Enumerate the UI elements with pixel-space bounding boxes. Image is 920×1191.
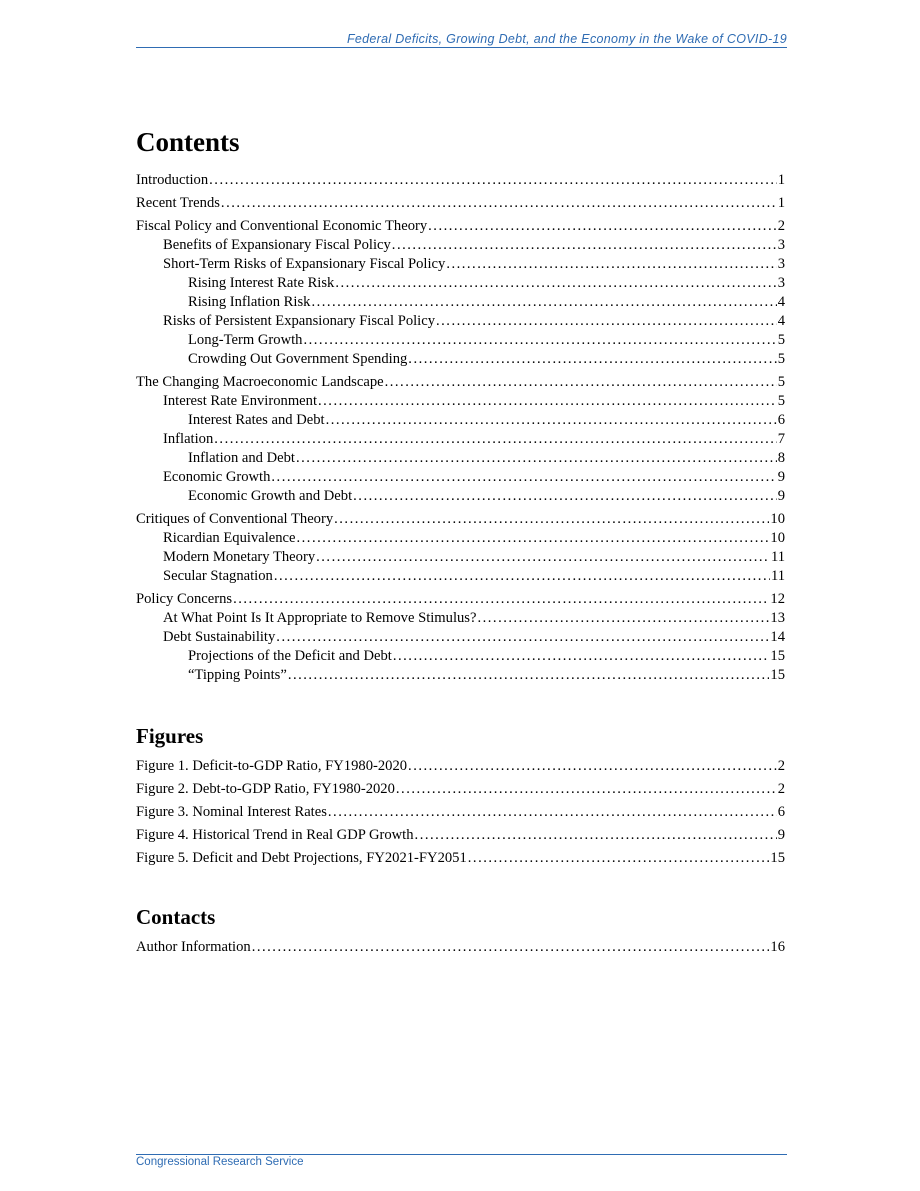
- toc-entry-title: Projections of the Deficit and Debt: [188, 648, 392, 664]
- toc-entry-title: Economic Growth and Debt: [188, 488, 353, 504]
- toc-entry-title: Secular Stagnation: [163, 568, 273, 584]
- dot-leader: [221, 194, 777, 213]
- figures-heading: Figures: [136, 724, 204, 748]
- dot-leader: [446, 255, 776, 274]
- toc-entry-title: Economic Growth: [163, 469, 271, 485]
- toc-entry[interactable]: [136, 548, 785, 567]
- toc-entry-title: Policy Concerns: [136, 591, 233, 607]
- toc-entry-title: Inflation: [163, 431, 214, 447]
- dot-leader: [233, 590, 769, 609]
- toc-entry[interactable]: [136, 430, 785, 449]
- toc-entry[interactable]: [136, 255, 785, 274]
- toc-entry-page: 1: [777, 195, 785, 211]
- toc-entry-page: 5: [777, 393, 785, 409]
- toc-entry-page: 11: [770, 549, 785, 565]
- toc-entry[interactable]: [136, 411, 785, 430]
- toc-entry-page: 1: [777, 172, 785, 188]
- dot-leader: [318, 392, 777, 411]
- toc-entry-page: 14: [770, 629, 785, 645]
- dot-leader: [288, 666, 770, 685]
- toc-entry[interactable]: [136, 236, 785, 255]
- toc-entry-title: Figure 3. Nominal Interest Rates: [136, 804, 327, 820]
- toc-entry-page: 3: [777, 237, 785, 253]
- toc-entry-title: Risks of Persistent Expansionary Fiscal Policy: [163, 313, 435, 329]
- dot-leader: [326, 411, 777, 430]
- toc-entry-title: Author Information: [136, 939, 251, 955]
- toc-entry[interactable]: [136, 590, 785, 609]
- figures-section: [136, 723, 785, 868]
- toc-entry-page: 4: [777, 313, 785, 329]
- toc-entry[interactable]: [136, 331, 785, 350]
- toc-entry-page: 5: [777, 374, 785, 390]
- toc-entry[interactable]: [136, 217, 785, 236]
- toc-entry[interactable]: [136, 274, 785, 293]
- toc-entry-page: 9: [777, 469, 785, 485]
- dot-leader: [335, 274, 776, 293]
- toc-entry-page: 10: [770, 511, 785, 527]
- toc-entry-page: 15: [770, 667, 785, 683]
- toc-entry[interactable]: [136, 757, 785, 776]
- toc-entry[interactable]: [136, 373, 785, 392]
- toc-entry-title: At What Point Is It Appropriate to Remove Stimulus?: [163, 610, 477, 626]
- toc-entry-page: 16: [770, 939, 785, 955]
- toc-entry-title: Figure 4. Historical Trend in Real GDP Growth: [136, 827, 414, 843]
- toc-entry-title: Inflation and Debt: [188, 450, 295, 466]
- dot-leader: [209, 171, 777, 190]
- running-header: Federal Deficits, Growing Debt, and the Economy in the Wake of COVID-19: [346, 32, 787, 46]
- dot-leader: [271, 468, 776, 487]
- toc-entry[interactable]: [136, 780, 785, 799]
- toc-entry-page: 9: [777, 488, 785, 504]
- dot-leader: [415, 826, 777, 845]
- toc-entry-title: Rising Inflation Risk: [188, 294, 311, 310]
- dot-leader: [392, 236, 777, 255]
- dot-leader: [311, 293, 776, 312]
- toc-entry-page: 3: [777, 256, 785, 272]
- toc-entry-title: Rising Interest Rate Risk: [188, 275, 335, 291]
- dot-leader: [274, 567, 770, 586]
- toc-entry[interactable]: [136, 666, 785, 685]
- toc-entry-page: 12: [770, 591, 785, 607]
- toc-entry[interactable]: [136, 529, 785, 548]
- toc-entry-title: Benefits of Expansionary Fiscal Policy: [163, 237, 391, 253]
- toc-entry-title: Modern Monetary Theory: [163, 549, 316, 565]
- toc-entry-title: The Changing Macroeconomic Landscape: [136, 374, 384, 390]
- contacts-list: [136, 938, 785, 957]
- dot-leader: [353, 487, 777, 506]
- dot-leader: [334, 510, 769, 529]
- dot-leader: [393, 647, 770, 666]
- toc-entry-page: 6: [777, 804, 785, 820]
- toc-entry-title: Recent Trends: [136, 195, 220, 211]
- toc-page-content: [136, 125, 785, 957]
- dot-leader: [303, 331, 776, 350]
- toc-entry-title: Short-Term Risks of Expansionary Fiscal Policy: [163, 256, 446, 272]
- toc-entry[interactable]: [136, 392, 785, 411]
- footer-text: Congressional Research Service: [136, 1156, 304, 1168]
- toc-entry-page: 13: [770, 610, 785, 626]
- dot-leader: [408, 350, 776, 369]
- toc-entry[interactable]: [136, 647, 785, 666]
- toc-entry-title: Figure 2. Debt-to-GDP Ratio, FY1980-2020: [136, 781, 395, 797]
- toc-entry-page: 4: [777, 294, 785, 310]
- toc-entry-page: 6: [777, 412, 785, 428]
- toc-entry-title: Figure 1. Deficit-to-GDP Ratio, FY1980-2020: [136, 758, 408, 774]
- toc-entry[interactable]: [136, 312, 785, 331]
- toc-entry-page: 15: [770, 850, 785, 866]
- toc-entry-page: 2: [777, 781, 785, 797]
- dot-leader: [214, 430, 776, 449]
- dot-leader: [296, 449, 777, 468]
- toc-entry-title: Introduction: [136, 172, 209, 188]
- toc-entry-page: 2: [777, 758, 785, 774]
- toc-entry[interactable]: [136, 609, 785, 628]
- header-rule: [136, 47, 787, 48]
- toc-entry-title: Long-Term Growth: [188, 332, 303, 348]
- contents-heading: Contents: [136, 127, 240, 157]
- toc-entry[interactable]: [136, 171, 785, 190]
- dot-leader: [316, 548, 770, 567]
- toc-entry[interactable]: [136, 449, 785, 468]
- footer-rule: [136, 1154, 787, 1155]
- toc-entry-title: Critiques of Conventional Theory: [136, 511, 334, 527]
- figures-list: [136, 757, 785, 868]
- toc-entry[interactable]: [136, 938, 785, 957]
- toc-entry-title: “Tipping Points”: [188, 667, 287, 683]
- dot-leader: [477, 609, 769, 628]
- dot-leader: [297, 529, 770, 548]
- toc-entry-page: 2: [777, 218, 785, 234]
- toc-entry-title: Debt Sustainability: [163, 629, 276, 645]
- toc-entry-page: 3: [777, 275, 785, 291]
- toc-entry-page: 7: [777, 431, 785, 447]
- toc-entry[interactable]: [136, 487, 785, 506]
- dot-leader: [468, 849, 770, 868]
- toc-entry[interactable]: [136, 350, 785, 369]
- toc-entry-title: Figure 5. Deficit and Debt Projections, FY2021-FY2051: [136, 850, 467, 866]
- contents-list: [136, 171, 785, 685]
- toc-entry[interactable]: [136, 293, 785, 312]
- dot-leader: [328, 803, 777, 822]
- toc-entry-page: 15: [770, 648, 785, 664]
- dot-leader: [396, 780, 777, 799]
- dot-leader: [436, 312, 777, 331]
- toc-entry-page: 5: [777, 332, 785, 348]
- toc-entry-page: 8: [777, 450, 785, 466]
- toc-entry-title: Crowding Out Government Spending: [188, 351, 408, 367]
- contacts-heading: Contacts: [136, 905, 216, 929]
- dot-leader: [252, 938, 770, 957]
- toc-entry[interactable]: [136, 628, 785, 647]
- toc-entry[interactable]: [136, 194, 785, 213]
- toc-entry-title: Interest Rates and Debt: [188, 412, 325, 428]
- toc-entry-page: 9: [777, 827, 785, 843]
- contacts-section: [136, 904, 785, 957]
- toc-entry[interactable]: [136, 849, 785, 868]
- toc-entry-title: Ricardian Equivalence: [163, 530, 296, 546]
- toc-entry-page: 11: [770, 568, 785, 584]
- toc-entry-page: 5: [777, 351, 785, 367]
- toc-entry[interactable]: [136, 468, 785, 487]
- toc-entry[interactable]: [136, 803, 785, 822]
- toc-entry[interactable]: [136, 567, 785, 586]
- toc-entry-title: Fiscal Policy and Conventional Economic Theory: [136, 218, 428, 234]
- toc-entry-title: Interest Rate Environment: [163, 393, 317, 409]
- dot-leader: [276, 628, 769, 647]
- toc-entry[interactable]: [136, 510, 785, 529]
- dot-leader: [428, 217, 777, 236]
- dot-leader: [385, 373, 777, 392]
- dot-leader: [408, 757, 777, 776]
- toc-entry-page: 10: [770, 530, 785, 546]
- toc-entry[interactable]: [136, 826, 785, 845]
